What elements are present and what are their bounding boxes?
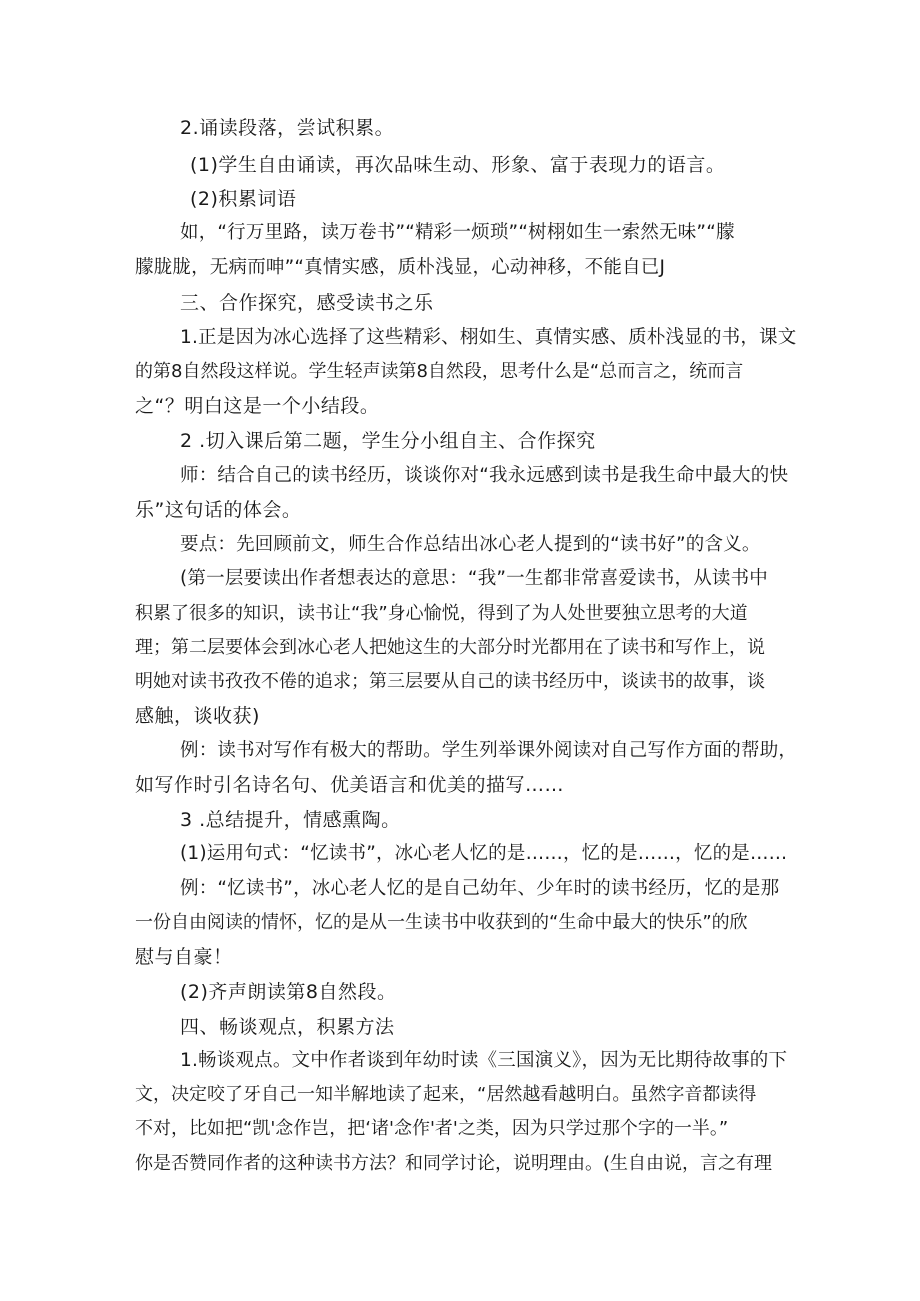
text-line: 2.诵读段落，尝试积累。 [180, 117, 395, 139]
text-line: 感触，谈收获) [135, 705, 260, 727]
text-line: 如写作时引名诗名句、优美语言和优美的描写…… [135, 774, 565, 796]
text-line: (1)学生自由诵读，再次品味生动、形象、富于表现力的语言。 [190, 154, 726, 176]
text-line: 之“？明白这是一个小结段。 [135, 395, 380, 417]
text-line: (1)运用句式：“忆读书”，冰心老人忆的是……，忆的是……，忆的是…… [180, 843, 788, 864]
text-line: 例：“忆读书”，冰心老人忆的是自己幼年、少年时的读书经历，忆的是那 [180, 878, 780, 899]
text-line: 如，“行万里路，读万卷书”“精彩一烦琐”“树栩如生一索然无味”“朦 [180, 222, 735, 243]
text-line: 乐”这句话的体会。 [135, 499, 302, 521]
text-line: 文，决定咬了牙自己一知半解地读了起来，“居然越看越明白。虽然字音都读得 [135, 1084, 757, 1105]
text-line: (2)齐声朗读第8自然段。 [180, 981, 397, 1003]
text-line: (2)积累词语 [190, 188, 297, 210]
text-line: 你是否赞同作者的这种读书方法？和同学讨论，说明理由。(生自由说，言之有理 [135, 1153, 773, 1174]
text-line: 的第8自然段这样说。学生轻声读第8自然段，思考什么是“总而言之，统而言 [135, 361, 744, 382]
text-line: 一份自由阅读的情怀，忆的是从一生读书中收获到的“生命中最大的快乐”的欣 [135, 912, 748, 933]
text-line: 1.正是因为冰心选择了这些精彩、栩如生、真情实感、质朴浅显的书，课文 [180, 327, 797, 348]
section-heading: 三、合作探究，感受读书之乐 [180, 292, 434, 314]
text-line: 例：读书对写作有极大的帮助。学生列举课外阅读对自己写作方面的帮助， [180, 740, 798, 761]
text-line: 不对，比如把“凯'念作岂，把‘诸'念作'者'之类，因为只学过那个字的一半。” [135, 1118, 729, 1139]
text-line: 1.畅谈观点。文中作者谈到年幼时读《三国演义》，因为无比期待故事的下 [180, 1050, 788, 1071]
text-line: 慰与自豪！ [135, 946, 233, 968]
text-line: 3 .总结提升，情感熏陶。 [180, 809, 401, 831]
text-line: 2 .切入课后第二题，学生分小组自主、合作探究 [180, 430, 596, 452]
section-heading: 四、畅谈观点，积累方法 [180, 1016, 395, 1038]
text-line: 师：结合自己的读书经历，谈谈你对“我永远感到读书是我生命中最大的快 [180, 465, 789, 486]
text-line: 理；第二层要体会到冰心老人把她这生的大部分时光都用在了读书和写作上，说 [135, 637, 765, 658]
text-line: 朦胧胧，无病而呻”“真情实感，质朴浅显，心动神移，不能自已J [135, 257, 666, 278]
text-line: (第一层要读出作者想表达的意思：“我”一生都非常喜爱读书，从读书中 [180, 568, 768, 589]
text-line: 积累了很多的知识，读书让“我”身心愉悦，得到了为人处世要独立思考的大道 [135, 603, 748, 624]
text-line: 要点：先回顾前文，师生合作总结出冰心老人提到的“读书好”的含义。 [180, 534, 761, 555]
text-line: 明她对读书孜孜不倦的追求；第三层要从自己的读书经历中，谈读书的故事，谈 [135, 671, 765, 692]
